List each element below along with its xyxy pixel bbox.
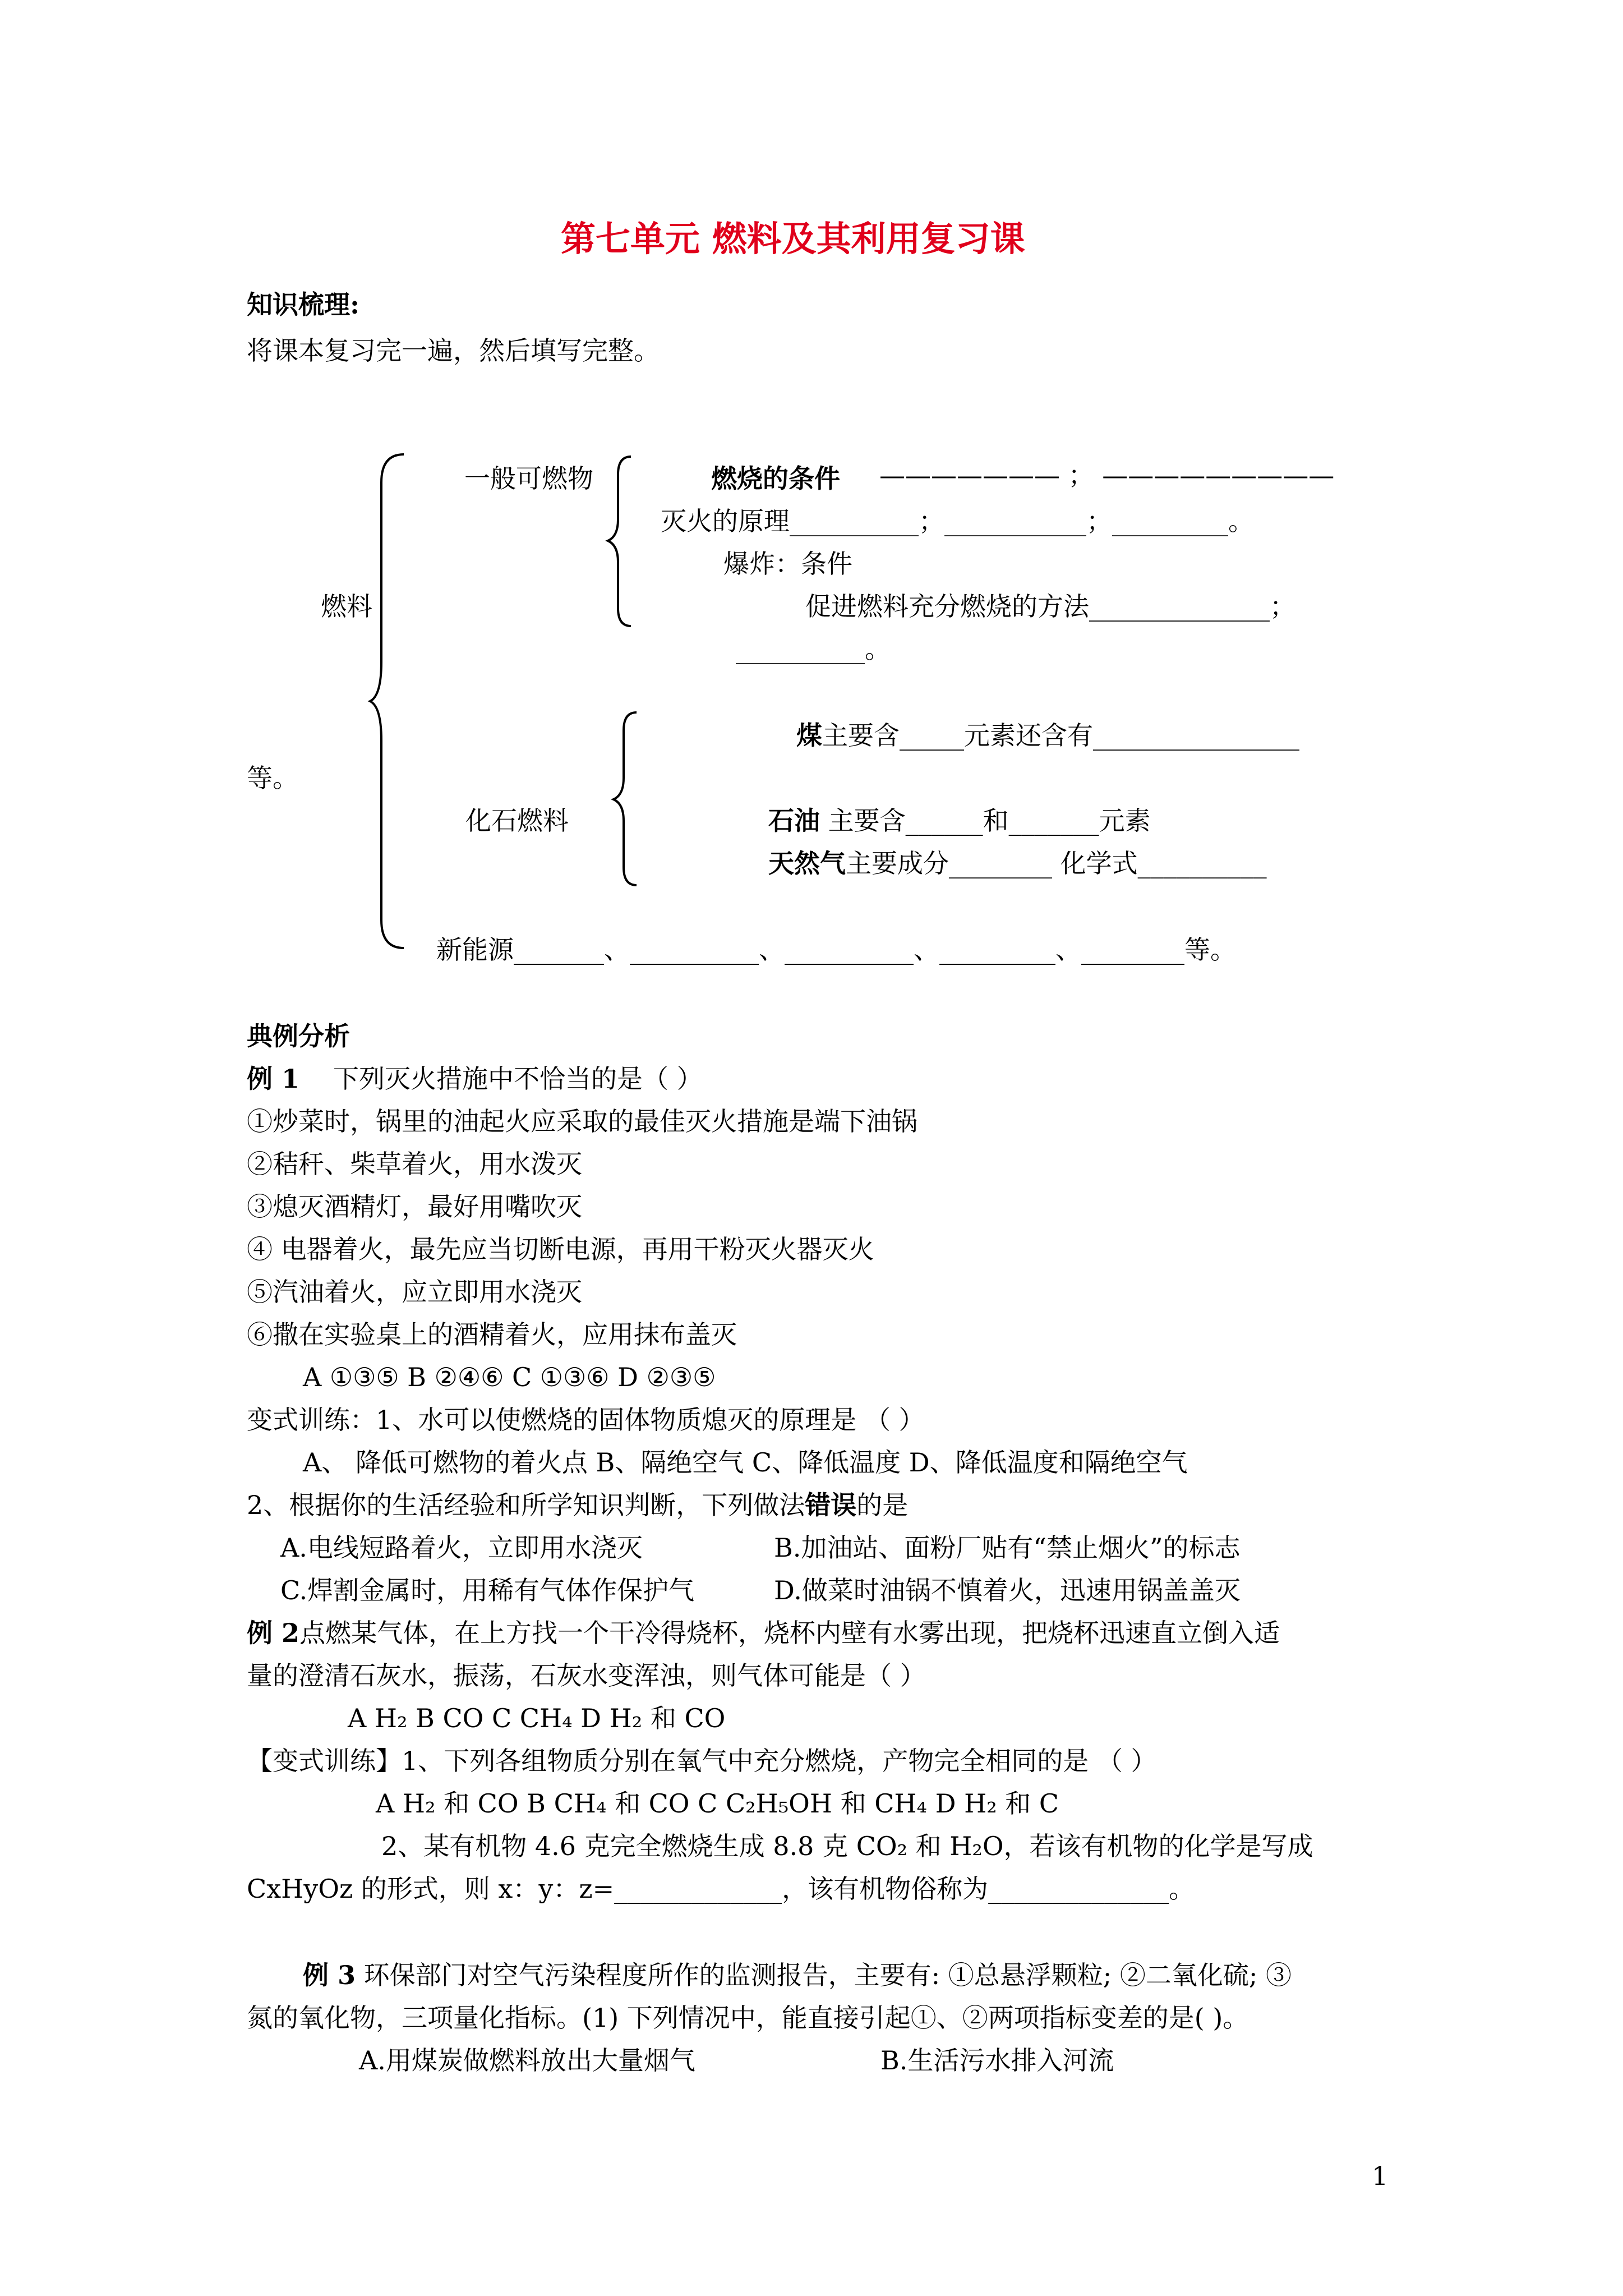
variant1-question1: 变式训练：1、水可以使燃烧的固体物质熄灭的原理是 （ ）: [247, 1405, 925, 1435]
example1-item: ⑥撒在实验桌上的酒精着火，应用抹布盖灭: [247, 1319, 737, 1350]
fossil-fuel-label: 化石燃料: [465, 806, 569, 836]
variant1-question2-emphasis: 错误: [805, 1490, 857, 1520]
variant2-question1-options: A H₂ 和 CO B CH₄ 和 CO C C₂H₅OH 和 CH₄ D H₂ 和 C: [376, 1788, 1059, 1819]
example1-item: ⑤汽油着火，应立即用水浇灭: [247, 1277, 582, 1307]
variant2-question2-line1: 2、某有机物 4.6 克完全燃烧生成 8.8 克 CO₂ 和 H₂O，若该有机物的化学是写成: [381, 1831, 1313, 1861]
coal-name: 煤: [796, 720, 822, 751]
variant2-heading: 【变式训练】: [247, 1746, 402, 1776]
example1-question: 下列灭火措施中不恰当的是（ ）: [333, 1064, 703, 1094]
fossil-brace: [611, 708, 645, 893]
coal-wrap-tail: 等。: [247, 763, 298, 793]
promote-combustion: 促进燃料充分燃烧的方法______________；: [805, 591, 1295, 622]
variant1-option-d: D.做菜时油锅不慎着火，迅速用锅盖盖灭: [774, 1575, 1241, 1605]
example2-text1: 点燃某气体，在上方找一个干冷得烧杯，烧杯内壁有水雾出现，把烧杯迅速直立倒入适: [299, 1618, 1280, 1648]
example3-text1: 环保部门对空气污染程度所作的监测报告，主要有: ①总悬浮颗粒; ②二氧化硫; ③: [356, 1960, 1292, 1990]
variant2-question1-text: 1、下列各组物质分别在氧气中充分燃烧，产物完全相同的是 （ ）: [402, 1746, 1157, 1776]
example1-item: ④ 电器着火，最先应当切断电源，再用干粉灭火器灭火: [247, 1234, 874, 1264]
variant1-question2-pre: 2、根据你的生活经验和所学知识判断，下列做法: [247, 1490, 805, 1520]
coal-text: 主要含_____元素还含有________________: [822, 720, 1299, 751]
gas-name: 天然气: [768, 848, 846, 878]
new-energy-line: 新能源_______、__________、__________、_________、________等。: [436, 935, 1236, 965]
example1-options: A ①③⑤ B ②④⑥ C ①③⑥ D ②③⑤: [303, 1362, 716, 1392]
example3-option-a: A.用煤炭做燃料放出大量烟气: [359, 2045, 695, 2076]
page-title: 第七单元 燃料及其利用复习课: [561, 218, 1025, 259]
example3-line1: [303, 1959, 1292, 1991]
example1-label: 例 1: [247, 1064, 300, 1094]
variant1-option-c: C.焊割金属时，用稀有气体作保护气: [280, 1575, 695, 1605]
example1-item: ③熄灭酒精灯，最好用嘴吹灭: [247, 1191, 582, 1222]
example3-line2: 氮的氧化物，三项量化指标。(1) 下列情况中，能直接引起①、②两项指标变差的是( )。: [247, 2003, 1249, 2033]
fuel-root-label: 燃料: [321, 591, 372, 622]
example2-line1: [247, 1617, 1280, 1649]
instruction-text: 将课本复习完一遍，然后填写完整。: [247, 335, 660, 366]
condition-blanks: ——————— ； —————————: [879, 460, 1335, 490]
section-heading-examples: 典例分析: [247, 1021, 350, 1051]
variant1-question2: [247, 1489, 908, 1521]
example1-item: ①炒菜时，锅里的油起火应采取的最佳灭火措施是端下油锅: [247, 1106, 917, 1137]
variant2-question1: [247, 1745, 1157, 1777]
variant1-question1-options: A、 降低可燃物的着火点 B、隔绝空气 C、降低温度 D、降低温度和隔绝空气: [303, 1447, 1188, 1478]
example2-options: A H₂ B CO C CH₄ D H₂ 和 CO: [348, 1703, 726, 1733]
promote-combustion-cont: __________。: [736, 634, 891, 664]
oil-text: 主要含______和_______元素: [820, 806, 1151, 836]
explosion-condition: 爆炸：条件: [723, 549, 852, 579]
example3-option-b: B.生活污水排入河流: [880, 2045, 1114, 2076]
variant2-question2-line2: CxHyOz 的形式，则 x：y：z=_____________，该有机物俗称为______________。: [247, 1874, 1195, 1904]
oil-line: [768, 804, 1151, 837]
variant1-option-b: B.加油站、面粉厂贴有“禁止烟火”的标志: [774, 1533, 1241, 1563]
combustion-condition-label: 燃烧的条件: [711, 463, 840, 494]
extinguish-principle: 灭火的原理__________；___________；_________。: [661, 506, 1254, 536]
gas-line: [768, 847, 1267, 880]
example2-line2: 量的澄清石灰水，振荡，石灰水变浑浊，则气体可能是（ ）: [247, 1660, 926, 1691]
variant1-question2-post: 的是: [856, 1490, 909, 1520]
outer-brace: [370, 449, 415, 954]
general-brace: [606, 452, 639, 632]
coal-line: [796, 719, 1299, 752]
example2-label: 例 2: [247, 1618, 300, 1648]
page-number: 1: [1372, 2161, 1389, 2191]
gas-text: 主要成分________ 化学式__________: [846, 848, 1267, 878]
general-combustible-label: 一般可燃物: [464, 463, 593, 494]
variant1-option-a: A.电线短路着火，立即用水浇灭: [280, 1533, 643, 1563]
example1-question-line: [247, 1062, 703, 1095]
example3-label: 例 3: [303, 1960, 356, 1990]
section-heading-knowledge: 知识梳理:: [247, 289, 359, 320]
example1-item: ②秸秆、柴草着火，用水泼灭: [247, 1149, 582, 1179]
oil-name: 石油: [768, 806, 820, 836]
